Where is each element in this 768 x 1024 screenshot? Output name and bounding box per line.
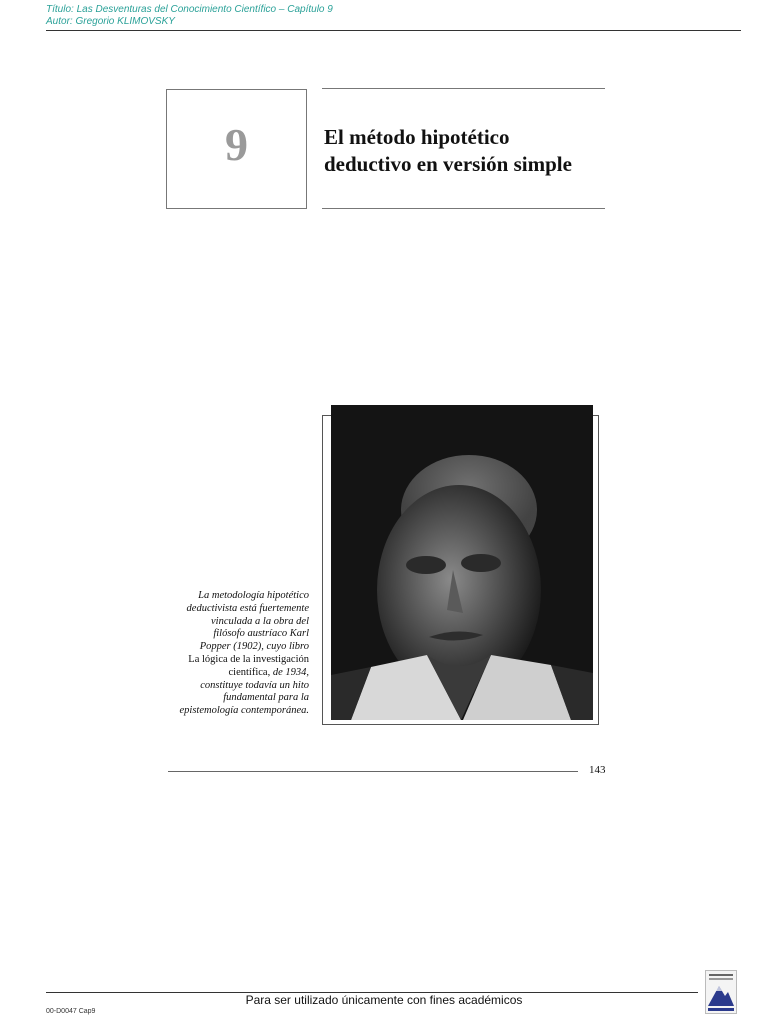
chapter-title — [324, 124, 572, 178]
page-number: 143 — [589, 764, 606, 776]
chapter-number: 9 — [225, 119, 248, 170]
footer-document-code: 00-D0047 Cap9 — [46, 1008, 96, 1015]
page-number-rule — [168, 771, 578, 772]
caption-line: constituye todavía un hito — [200, 679, 309, 691]
caption-year: de 1934, — [270, 666, 309, 678]
document-header — [46, 4, 333, 28]
footer-notice: Para ser utilizado únicamente con fines académicos — [245, 993, 523, 1007]
caption-book-title-end: científica, — [228, 666, 271, 678]
chapter-title-line-1: El método hipotético — [324, 125, 510, 149]
title-bottom-rule — [322, 208, 605, 209]
photo-caption — [150, 590, 309, 718]
chapter-title-line-2: deductivo en versión simple — [324, 152, 572, 176]
caption-line: deductivista está fuertemente — [186, 602, 309, 614]
portrait-photo — [331, 405, 593, 720]
caption-line: epistemología contemporánea. — [179, 705, 309, 717]
caption-line: fundamental para la — [223, 692, 309, 704]
chapter-number-box — [166, 89, 307, 209]
caption-line — [150, 667, 309, 680]
caption-line: vinculada a la obra del — [211, 615, 309, 627]
caption-line: Popper (1902), cuyo libro — [199, 641, 309, 653]
caption-line: filósofo austríaco Karl — [213, 628, 309, 640]
institution-logo-icon — [705, 970, 737, 1014]
caption-line: La metodología hipotético — [198, 590, 309, 601]
header-title: Título: Las Desventuras del Conocimiento Científico – Capítulo 9 — [46, 4, 333, 15]
header-rule — [46, 30, 741, 31]
title-top-rule — [322, 88, 605, 89]
caption-book-title: La lógica de la investigación — [188, 653, 309, 665]
header-author: Autor: Gregorio KLIMOVSKY — [46, 16, 175, 27]
